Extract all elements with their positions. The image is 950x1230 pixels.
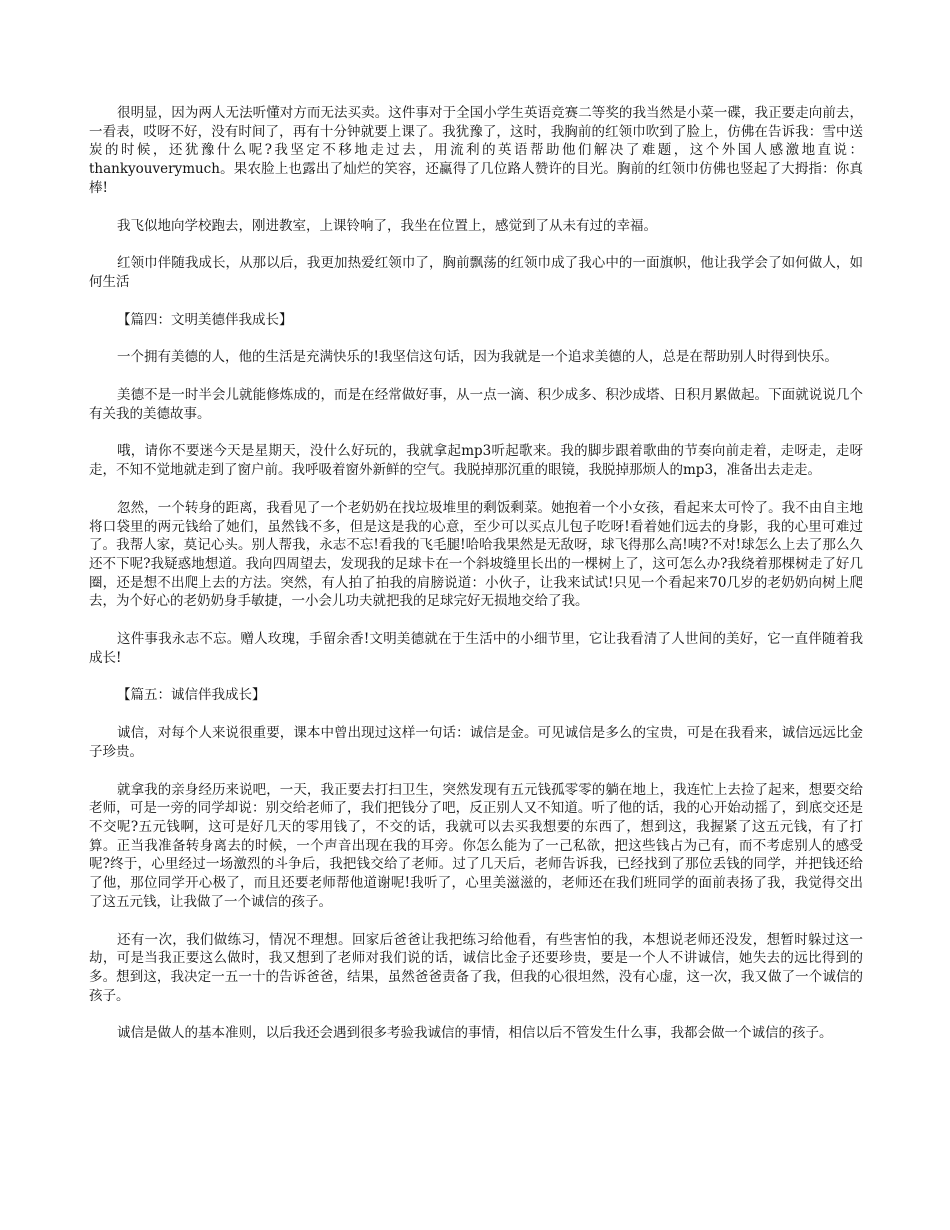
paragraph: 哦，请你不要迷今天是星期天，没什么好玩的，我就拿起mp3听起歌来。我的脚步跟着歌曲的节奏向前走着，走呀走，走呀走，不知不觉地就走到了窗户前。我呼吸着窗外新鲜的空气。我脱掉那沉重的眼镜，我脱掉那烦人的mp3，准备出去走走。	[89, 443, 863, 479]
paragraph: 这件事我永志不忘。赠人玫瑰，手留余香!文明美德就在于生活中的小细节里，它让我看清了人世间的美好，它一直伴随着我成长!	[89, 631, 863, 666]
paragraph: 就拿我的亲身经历来说吧，一天，我正要去打扫卫生，突然发现有五元钱孤零零的躺在地上，我连忙上去捡了起来，想要交给老师，可是一旁的同学却说：别交给老师了，我们把钱分了吧，反正别人又不知道。听了他的话，我的心开始动摇了，到底交还是不交呢?五元钱啊，这可是好几天的零用钱了，不交的话，我就可以去买我想要的东西了，想到这，我握紧了这五元钱，有了打算。正当我准备转身离去的时候，一个声音出现在我的耳旁。你怎么能为了一己私欲，把这些钱占为己有，而不考虑别人的感受呢?终于，心里经过一场激烈的斗争后，我把钱交给了老师。过了几天后，老师告诉我，已经找到了那位丢钱的同学，并把钱还给了他，那位同学开心极了，而且还要老师帮他道谢呢!我听了，心里美滋滋的，老师还在我们班同学的面前表扬了我，我觉得交出了这五元钱，让我做了一个诚信的孩子。	[89, 781, 863, 910]
section-heading: 【篇五：诚信伴我成长】	[117, 687, 266, 704]
paragraph: 还有一次，我们做练习，情况不理想。回家后爸爸让我把练习给他看，有些害怕的我，本想说老师还没发，想暂时躲过这一劫，可是当我正要这么做时，我又想到了老师对我们说的话，诚信比金子还要珍贵，要是一个人不讲诚信，她失去的远比得到的多。想到这，我决定一五一十的告诉爸爸，结果，虽然爸爸责备了我，但我的心很坦然，没有心虚，这一次，我又做了一个诚信的孩子。	[89, 931, 863, 1004]
paragraph: 一个拥有美德的人，他的生活是充满快乐的!我坚信这句话，因为我就是一个追求美德的人，总是在帮助别人时得到快乐。	[117, 349, 838, 366]
section-heading: 【篇四：文明美德伴我成长】	[117, 311, 293, 328]
paragraph: 美德不是一时半会儿就能修炼成的，而是在经常做好事，从一点一滴、积少成多、积沙成塔、日积月累做起。下面就说说几个有关我的美德故事。	[89, 387, 863, 422]
document-body	[89, 104, 863, 1062]
paragraph: 忽然，一个转身的距离，我看见了一个老奶奶在找垃圾堆里的剩饭剩菜。她抱着一个小女孩，看起来太可怜了。我不由自主地将口袋里的两元钱给了她们，虽然钱不多，但是这是我的心意，至少可以买点儿包子吃呀!看着她们远去的身影，我的心里可难过了。我帮人家，莫记心头。别人帮我，永志不忘!看我的飞毛腿!哈哈我果然是无敌呀，球飞得那么高!咦?不对!球怎么上去了那么久还不下呢?我疑惑地想道。我向四周望去，发现我的足球卡在一个斜坡缝里长出的一棵树上了，这可怎么办?我绕着那棵树走了好几圈，还是想不出爬上去的方法。突然，有人拍了拍我的肩膀说道：小伙子，让我来试试!只见一个看起来70几岁的老奶奶向树上爬去，为个好心的老奶奶身手敏捷，一小会儿功夫就把我的足球完好无损地交给了我。	[89, 499, 863, 610]
paragraph: 很明显，因为两人无法听懂对方而无法买卖。这件事对于全国小学生英语竞赛二等奖的我当然是小菜一碟，我正要走向前去，一看表，哎呀不好，没有时间了，再有十分钟就要上课了。我犹豫了，这时，我胸前的红领巾吹到了脸上，仿佛在告诉我：雪中送炭的时候，还犹豫什么呢?我坚定不移地走过去，用流利的英语帮助他们解决了难题，这个外国人感激地直说：thankyouverymuch。果农脸上也露出了灿烂的笑容，还赢得了几位路人赞许的目光。胸前的红领巾仿佛也竖起了大拇指：你真棒!	[89, 105, 863, 196]
paragraph: 诚信，对每个人来说很重要，课本中曾出现过这样一句话：诚信是金。可见诚信是多么的宝贵，可是在我看来，诚信远远比金子珍贵。	[89, 725, 863, 760]
paragraph: 红领巾伴随我成长，从那以后，我更加热爱红领巾了，胸前飘荡的红领巾成了我心中的一面旗帜，他让我学会了如何做人，如何生活	[89, 255, 863, 290]
paragraph: 诚信是做人的基本准则，以后我还会遇到很多考验我诚信的事情，相信以后不管发生什么事，我都会做一个诚信的孩子。	[117, 1025, 833, 1042]
paragraph: 我飞似地向学校跑去，刚进教室，上课铃响了，我坐在位置上，感觉到了从未有过的幸福。	[117, 217, 657, 234]
